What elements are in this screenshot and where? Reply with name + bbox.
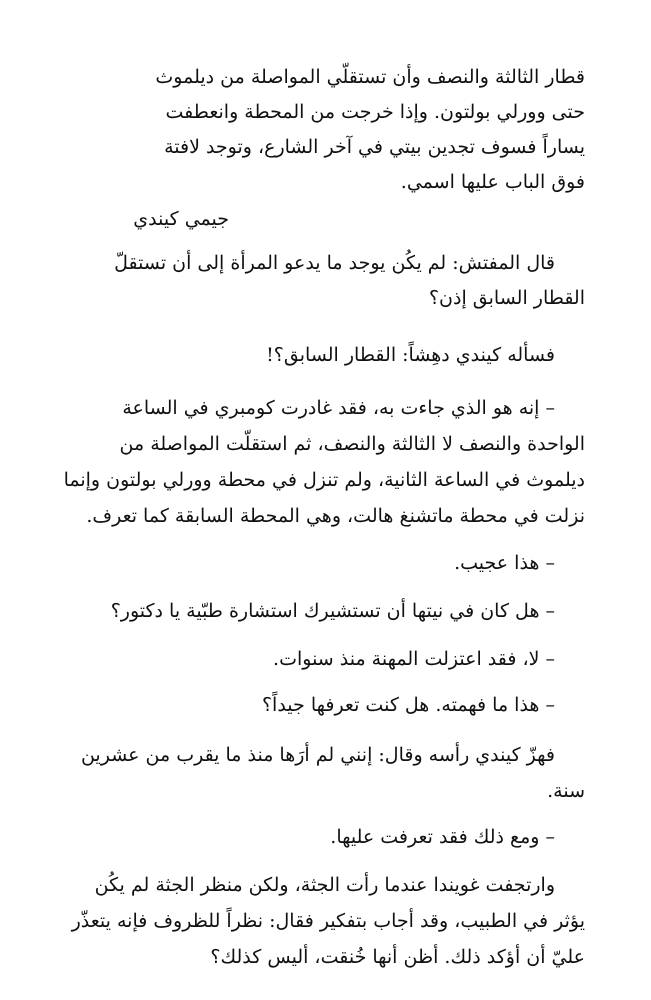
text-line: فوق الباب عليها اسمي. <box>400 171 585 193</box>
text-line: – هذا ما فهمته. هل كنت تعرفها جيداً؟ <box>261 694 555 716</box>
text-line: يؤثر في الطبيب، وقد أجاب بتفكير فقال: نظراً للظروف فإنه يتعذّر <box>71 910 585 932</box>
text-line: سنة. <box>547 780 585 802</box>
text-line: – هل كان في نيتها أن تستشيرك استشارة طبّية يا دكتور؟ <box>110 600 555 622</box>
text-line: يساراً فسوف تجدين بيتي في آخر الشارع، وتوجد لافتة <box>164 136 585 158</box>
text-line: قال المفتش: لم يكُن يوجد ما يدعو المرأة إلى أن تستقلّ <box>114 252 555 274</box>
text-line: فسأله كيندي دهِشاً: القطار السابق؟! <box>266 344 555 366</box>
text-line: – إنه هو الذي جاءت به، فقد غادرت كومبري في الساعة <box>122 397 555 419</box>
text-line: فهزّ كيندي رأسه وقال: إنني لم أرَها منذ ما يقرب من عشرين <box>80 744 555 766</box>
text-line: – لا، فقد اعتزلت المهنة منذ سنوات. <box>273 648 555 670</box>
text-line: ديلموث في الساعة الثانية، ولم تنزل في محطة وورلي بولتون وإنما <box>63 469 585 491</box>
text-line: الواحدة والنصف لا الثالثة والنصف، ثم استقلّت المواصلة من <box>119 433 585 455</box>
text-line: القطار السابق إذن؟ <box>428 287 585 309</box>
text-line: – هذا عجيب. <box>454 552 555 574</box>
signature-line: جيمي كيندي <box>133 208 229 230</box>
text-line: حتى وورلي بولتون. وإذا خرجت من المحطة وانعطفت <box>165 101 585 123</box>
text-line: – ومع ذلك فقد تعرفت عليها. <box>330 826 555 848</box>
text-line: عليّ أن أؤكد ذلك. أظن أنها خُنقت، أليس كذلك؟ <box>210 946 585 968</box>
text-line: قطار الثالثة والنصف وأن تستقلّي المواصلة من ديلموث <box>155 66 585 88</box>
text-line: وارتجفت غويندا عندما رأت الجثة، ولكن منظر الجثة لم يكُن <box>94 874 555 896</box>
text-line: نزلت في محطة ماتشنغ هالت، وهي المحطة السابقة كما تعرف. <box>86 505 585 527</box>
